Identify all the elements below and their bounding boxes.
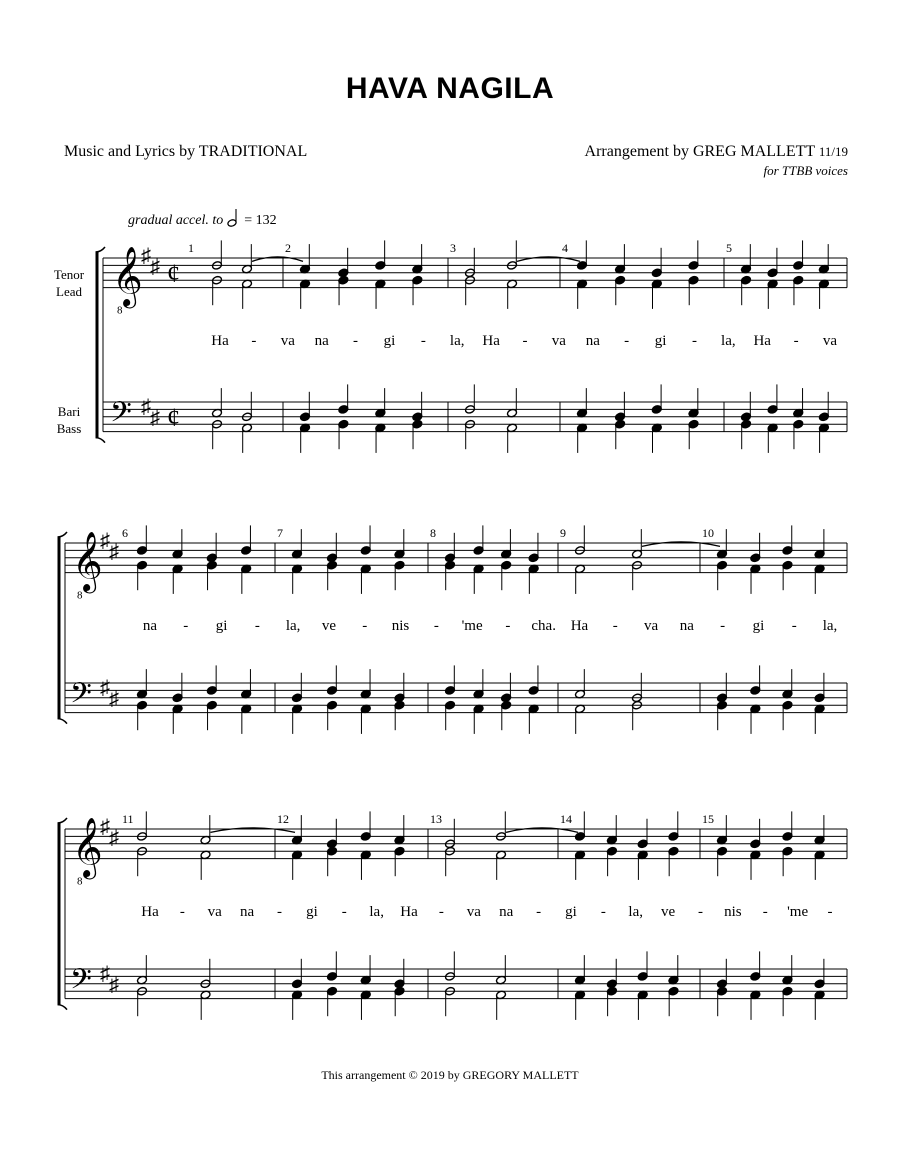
octave-8-mark: 8 [77, 875, 83, 888]
lyric-syllable: gi [654, 333, 667, 349]
measure-number: 7 [277, 526, 283, 540]
voicing-note: for TTBB voices [763, 163, 848, 178]
measure-number: 12 [277, 812, 289, 826]
bracket-top-hook [58, 818, 68, 823]
lyric-syllable: la, [721, 333, 736, 349]
lyric-syllable: - [433, 618, 439, 634]
measure-number: 10 [702, 526, 714, 540]
lyric-syllable: nis [724, 904, 742, 920]
cut-time-icon: ¢ [167, 403, 180, 433]
bracket-bottom-hook [58, 719, 68, 724]
lyric-syllable: - [762, 904, 768, 920]
key-sharp-icon: ♯ [141, 396, 151, 418]
lyric-syllable: va [207, 904, 222, 920]
lyric-syllable: - [600, 904, 606, 920]
lyric-syllable: Ha [141, 904, 159, 920]
key-sharp-icon: ♯ [109, 827, 119, 849]
measure-number: 3 [450, 241, 456, 255]
key-sharp-icon: ♯ [109, 974, 119, 996]
lyric-syllable: - [183, 618, 189, 634]
score-title: HAVA NAGILA [345, 72, 555, 105]
lyric-syllable: va [280, 333, 295, 349]
lyric-syllable: gi [383, 333, 396, 349]
lyric-syllable: Ha [570, 618, 589, 634]
measure-number: 4 [562, 241, 568, 255]
lyric-syllable: Ha [400, 904, 418, 920]
key-sharp-icon: ♯ [100, 816, 110, 838]
tempo-text: gradual accel. to [128, 213, 224, 228]
lyric-syllable: ve [661, 904, 676, 920]
lyric-syllable: Ha [753, 333, 771, 349]
tempo-value: = 132 [244, 213, 277, 228]
bari-label: Bari [57, 404, 81, 419]
lyric-syllable: la, [628, 904, 644, 920]
bracket-top-hook [96, 247, 106, 252]
lyric-syllable: la, [822, 618, 838, 634]
lyric-syllable: na [499, 904, 514, 920]
lyric-syllable: - [624, 333, 630, 349]
lyric-syllable: gi [565, 904, 577, 920]
lyric-syllable: nis [391, 618, 410, 634]
lyric-syllable: na [314, 333, 329, 349]
lyric-syllable: - [612, 618, 618, 634]
bass-label: Bass [56, 421, 82, 436]
bass-clef-icon: 𝄢 [70, 965, 92, 1003]
measure-number: 11 [122, 812, 134, 826]
measure-number: 13 [430, 812, 442, 826]
key-sharp-icon: ♯ [150, 256, 160, 278]
lyric-syllable: Ha [482, 333, 500, 349]
lyric-syllable: gi [215, 618, 228, 634]
measure-number: 1 [188, 241, 194, 255]
lyric-syllable: - [522, 333, 528, 349]
key-sharp-icon: ♯ [141, 245, 151, 267]
lyric-syllable: cha. [531, 618, 556, 634]
bass-clef-icon: 𝄢 [70, 679, 92, 717]
lyric-syllable: la, [369, 904, 384, 920]
lyric-syllable: - [697, 904, 703, 920]
lyric-syllable: - [827, 904, 833, 920]
composer-credit: Music and Lyrics by TRADITIONAL [64, 143, 308, 160]
lyric-syllable: - [420, 333, 426, 349]
lyric-syllable: 'me [461, 618, 483, 634]
measure-number: 14 [560, 812, 572, 826]
lyric-syllable: la, [449, 333, 465, 349]
lyric-syllable: - [720, 618, 726, 634]
tenor-label: Tenor [53, 267, 85, 282]
lyric-syllable: - [353, 333, 359, 349]
arrangement-date: 11/19 [818, 144, 848, 159]
lyric-syllable: gi [752, 618, 765, 634]
bracket-bottom-hook [96, 438, 106, 443]
lead-label: Lead [56, 284, 82, 299]
octave-8-mark: 8 [77, 589, 83, 602]
lyric-syllable: va [822, 333, 838, 349]
lyric-syllable: - [438, 904, 444, 920]
key-sharp-icon: ♯ [100, 677, 110, 699]
lyric-syllable: - [793, 333, 799, 349]
measure-number: 6 [122, 526, 128, 540]
lyric-syllable: 'me [787, 904, 809, 920]
key-sharp-icon: ♯ [109, 688, 119, 710]
measure-number: 2 [285, 241, 291, 255]
lyric-syllable: - [505, 618, 511, 634]
lyric-syllable: - [362, 618, 368, 634]
treble-clef-icon: 𝄞 [112, 248, 143, 306]
bracket-bottom-hook [58, 1005, 68, 1010]
key-sharp-icon: ♯ [100, 963, 110, 985]
lyric-syllable: - [254, 618, 260, 634]
lyric-syllable: - [536, 904, 542, 920]
lyric-syllable: na [240, 904, 255, 920]
lyric-syllable: va [466, 904, 481, 920]
lyric-syllable: ve [321, 618, 337, 634]
key-sharp-icon: ♯ [100, 530, 110, 552]
key-sharp-icon: ♯ [150, 407, 160, 429]
measure-number: 15 [702, 812, 714, 826]
cut-time-icon: ¢ [167, 259, 180, 289]
lyric-syllable: la, [285, 618, 301, 634]
treble-clef-icon: 𝄞 [72, 819, 103, 877]
lyric-syllable: - [277, 904, 283, 920]
copyright-notice: This arrangement © 2019 by GREGORY MALLETT [321, 1068, 579, 1082]
octave-8-mark: 8 [117, 304, 123, 317]
bracket-top-hook [58, 532, 68, 537]
measure-number: 5 [726, 241, 732, 255]
treble-clef-icon: 𝄞 [72, 533, 103, 591]
lyric-syllable: na [142, 618, 158, 634]
measure-number: 8 [430, 526, 436, 540]
measure-number: 9 [560, 526, 566, 540]
lyric-syllable: va [643, 618, 659, 634]
arranger-name: Arrangement by GREG MALLETT [584, 143, 815, 160]
key-sharp-icon: ♯ [109, 541, 119, 563]
lyric-syllable: - [791, 618, 797, 634]
lyric-syllable: gi [306, 904, 318, 920]
lyric-syllable: - [691, 333, 697, 349]
lyric-syllable: va [551, 333, 566, 349]
lyric-syllable: - [341, 904, 347, 920]
lyric-syllable: na [585, 333, 600, 349]
bass-clef-icon: 𝄢 [110, 398, 132, 436]
lyric-syllable: Ha [211, 333, 229, 349]
lyric-syllable: na [679, 618, 694, 634]
lyric-syllable: - [251, 333, 257, 349]
lyric-syllable: - [179, 904, 185, 920]
